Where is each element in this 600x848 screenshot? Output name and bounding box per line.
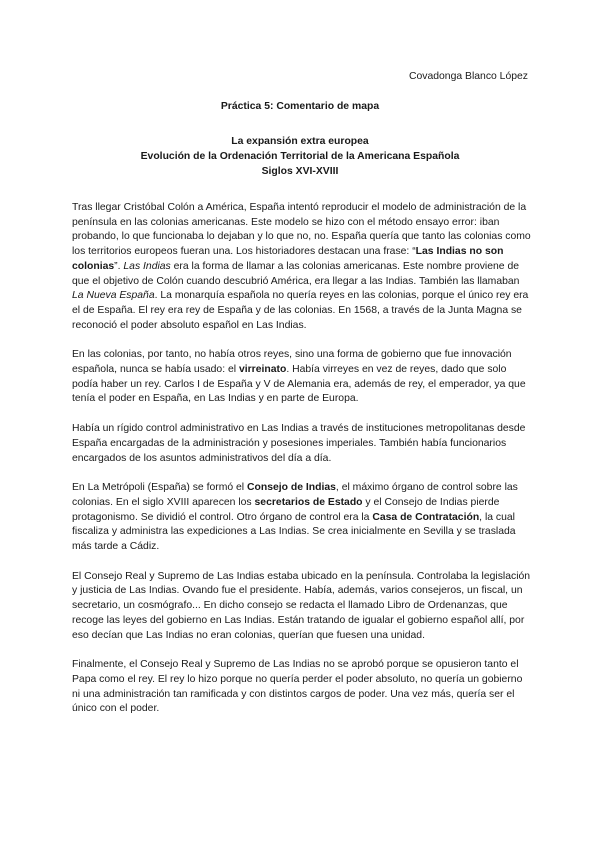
text-run: ”.: [114, 260, 124, 272]
text-run: . La monarquía española no quería reyes en las colonias, porque el único rey era el de España. El rey era rey de España y de las colonias. En 1568, a través de la Junta Magna se reconoció el poder absoluto español en Las Indias.: [72, 290, 529, 331]
practice-title: Práctica 5: Comentario de mapa: [220, 101, 380, 112]
text-run: , la cual fiscaliza y administra las expediciones a Las Indias. Se crea inicialmente en Sevilla y se traslada más tarde a Cádiz.: [72, 511, 516, 553]
bold-virreinato: virreinato: [238, 364, 287, 376]
text-run: era la forma de llamar a las colonias americanas. Este nombre proviene de que el objetivo de Colón cuando descubrió América, era llegar a las Indias. También las llamaban: [72, 260, 520, 287]
title-block: [72, 134, 528, 179]
body-text: [72, 201, 532, 732]
italic-nueva-espana: La Nueva España: [72, 290, 155, 302]
text-run: . Había virreyes en vez de reyes, dado que solo podía haber un rey. Carlos I de España y V de Alemania era, además de rey, el emperador, ya que tenía el poder en España, en Las Indias y en parte de Europa.: [72, 364, 526, 405]
text-run: En las colonias, por tanto, no había otros reyes, sino una forma de gobierno que fue innovación española, nunca se había usado: el: [72, 349, 512, 376]
author-name: Covadonga Blanco López: [408, 71, 528, 82]
paragraph-2: [72, 348, 532, 407]
text-run: En La Metrópoli (España) se formó el: [72, 482, 247, 494]
quote-bold: Las Indias no son colonias: [72, 246, 504, 272]
bold-consejo-indias: Consejo de Indias: [247, 482, 336, 494]
bold-secretarios-estado: secretarios de Estado: [254, 496, 363, 508]
paragraph-5: El Consejo Real y Supremo de Las Indias estaba ubicado en la península. Controlaba la legislación y justicia de Las Indias. Ovando fue el presidente. Había, además, varios consejeros, un fiscal, un secretario, un cosmógrafo... En dicho consejo se redacta el llamado Libro de Ordenanzas, que recoge las leyes del gobierno en Las Indias. Están tratando de igualar el gobierno español allí, por eso decían que Las Indias no eran colonias, querían que fuesen una unidad.: [72, 570, 531, 641]
subtitle-topic: La expansión extra europea: [231, 136, 369, 147]
italic-las-indias: Las Indias: [123, 260, 171, 272]
paragraph-3: Había un rígido control administrativo en Las Indias a través de instituciones metropolitanas desde España encargadas de la administración y posesiones imperiales. También había funcionarios encargados de los asuntos administrativos del día a día.: [72, 423, 526, 464]
text-run: y el Consejo de Indias pierde protagonismo. Se dividió el control. Otro órgano de control era la: [72, 496, 500, 523]
text-run: Tras llegar Cristóbal Colón a América, España intentó reproducir el modelo de administración de la península en las colonias americanas. Este modelo se hizo con el método ensayo error: iban probando, lo que funcionaba lo dejaban y lo que no, no. España quería que tanto las colonias como los territorios europeos fueran una. Los historiadores destacan una frase: “: [72, 202, 531, 258]
subtitle-centuries: Siglos XVI-XVIII: [261, 166, 339, 177]
subtitle-evolution: Evolución de la Ordenación Territorial de la Americana Española: [140, 151, 460, 162]
text-run: , el máximo órgano de control sobre las colonias. En el siglo XVIII aparecen los: [72, 482, 518, 508]
paragraph-4: [72, 481, 532, 555]
bold-casa-contratacion: Casa de Contratación: [372, 511, 480, 523]
paragraph-6: Finalmente, el Consejo Real y Supremo de Las Indias no se aprobó porque se opusieron tanto el Papa como el rey. El rey lo hizo porque no quería perder el poder absoluto, no quería un gobierno ni una administración tan ramificada y con distintos cargos de poder. Una vez más, quería ser el único con el poder.: [72, 659, 523, 715]
paragraph-1: [72, 201, 532, 333]
